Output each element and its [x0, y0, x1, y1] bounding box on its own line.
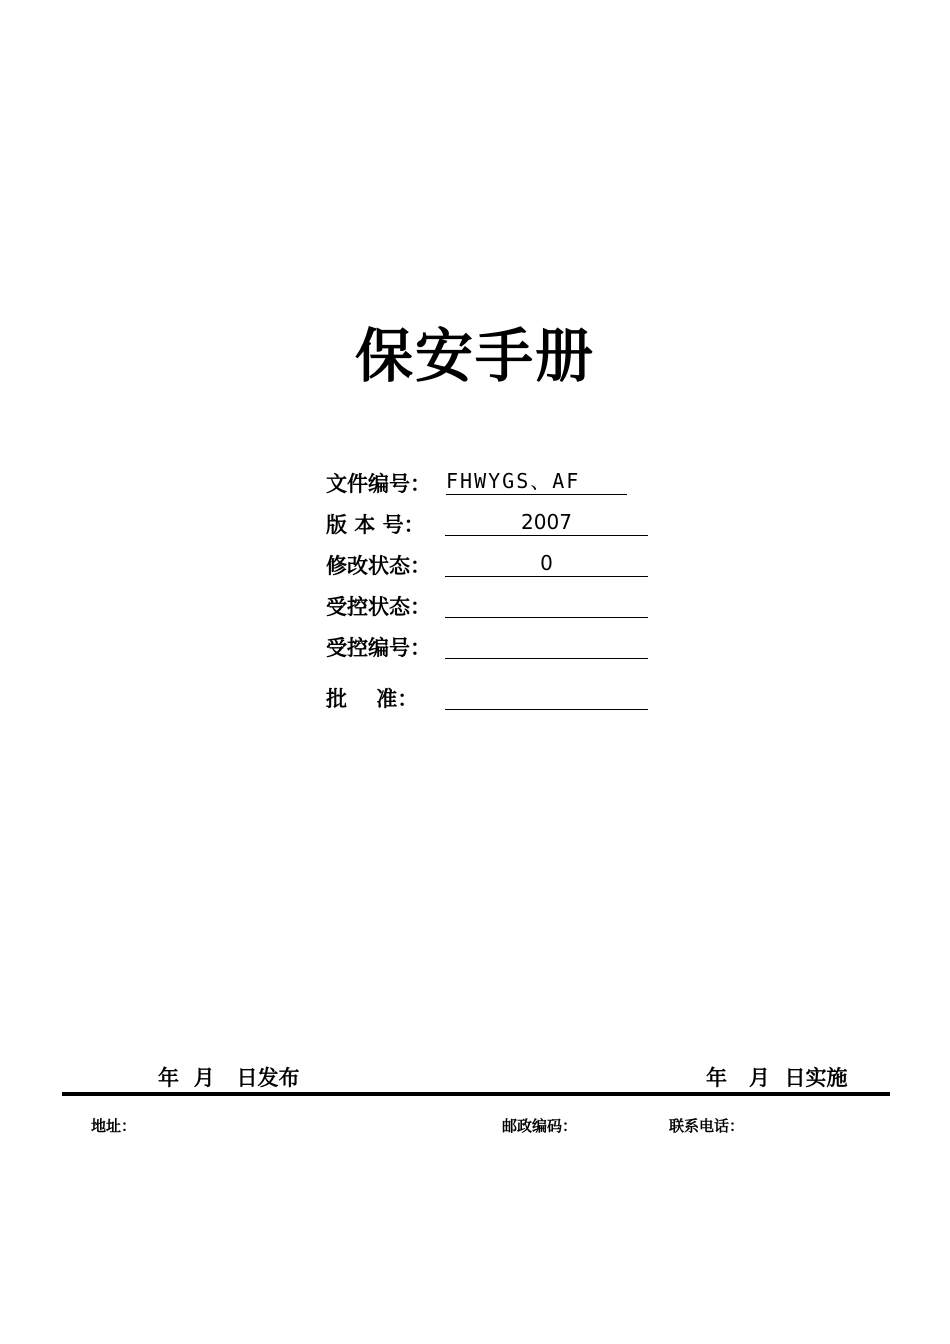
file-number-label: 文件编号：: [326, 472, 431, 496]
publish-date: 年 月 日发布: [158, 1066, 300, 1090]
approval-label: 批 准：: [326, 687, 419, 711]
control-status-value: [445, 591, 648, 618]
implement-date: 年 月 日实施: [706, 1066, 848, 1090]
postcode-label: 邮政编码：: [502, 1117, 578, 1135]
document-title: 保安手册: [354, 322, 595, 390]
phone-label: 联系电话：: [669, 1117, 745, 1135]
control-number-value: [445, 632, 648, 659]
control-number-label: 受控编号：: [326, 636, 431, 660]
file-number-value: FHWYGS、AF: [446, 468, 627, 495]
version-value: 2007: [445, 509, 648, 536]
revision-status-label: 修改状态：: [326, 554, 431, 578]
version-label: 版 本 号：: [326, 513, 425, 537]
revision-status-value: 0: [445, 550, 648, 577]
control-status-label: 受控状态：: [326, 595, 431, 619]
approval-value: [445, 683, 648, 710]
address-label: 地址：: [91, 1117, 137, 1135]
footer-rule: [62, 1092, 890, 1096]
